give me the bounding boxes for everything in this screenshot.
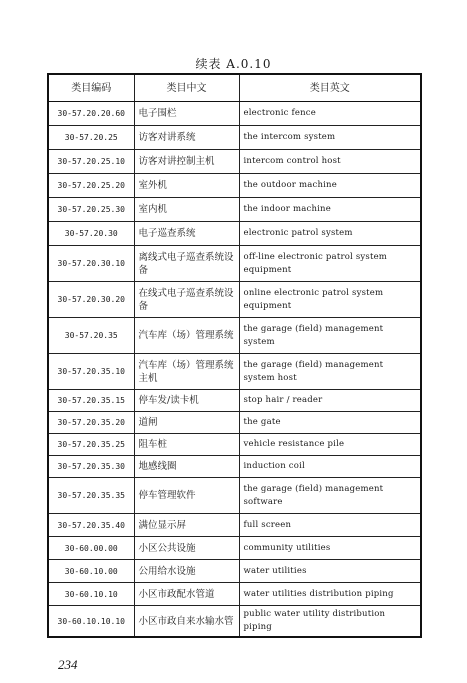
category-chinese: 访客对讲控制主机 xyxy=(134,150,239,174)
table-row xyxy=(48,318,421,354)
category-english: the garage (field) management system xyxy=(239,318,421,354)
category-code: 30-57.20.35.40 xyxy=(48,514,134,537)
category-chinese: 离线式电子巡查系统设备 xyxy=(134,246,239,282)
category-chinese: 小区市政自来水输水管 xyxy=(134,606,239,638)
table-row xyxy=(48,537,421,560)
category-chinese: 停车管理软件 xyxy=(134,478,239,514)
category-english: water utilities distribution piping xyxy=(239,583,421,606)
table-row xyxy=(48,282,421,318)
category-code: 30-57.20.35.35 xyxy=(48,478,134,514)
table-row xyxy=(48,456,421,478)
table-row xyxy=(48,102,421,126)
table-row xyxy=(48,583,421,606)
category-code: 30-57.20.30.10 xyxy=(48,246,134,282)
category-chinese: 在线式电子巡查系统设备 xyxy=(134,282,239,318)
category-chinese: 电子围栏 xyxy=(134,102,239,126)
category-english: off-line electronic patrol system equipment xyxy=(239,246,421,282)
table-row xyxy=(48,390,421,412)
category-code: 30-57.20.25 xyxy=(48,126,134,150)
category-code: 30-57.20.25.10 xyxy=(48,150,134,174)
category-code: 30-57.20.35.30 xyxy=(48,456,134,478)
category-code: 30-57.20.35 xyxy=(48,318,134,354)
category-code: 30-60.10.10 xyxy=(48,583,134,606)
category-chinese: 满位显示屏 xyxy=(134,514,239,537)
header-english: 类目英文 xyxy=(239,74,421,102)
category-english: full screen xyxy=(239,514,421,537)
table-row xyxy=(48,246,421,282)
category-code: 30-60.10.00 xyxy=(48,560,134,583)
category-english: the intercom system xyxy=(239,126,421,150)
table-row xyxy=(48,606,421,638)
table-header-row xyxy=(48,74,421,102)
category-chinese: 小区公共设施 xyxy=(134,537,239,560)
table-caption: 续表 A.0.10 xyxy=(195,57,272,71)
table-row xyxy=(48,174,421,198)
header-code: 类目编码 xyxy=(48,74,134,102)
category-chinese: 室内机 xyxy=(134,198,239,222)
category-code: 30-57.20.35.15 xyxy=(48,390,134,412)
classification-table xyxy=(47,73,422,638)
table-row xyxy=(48,560,421,583)
category-code: 30-57.20.25.30 xyxy=(48,198,134,222)
category-code: 30-57.20.20.60 xyxy=(48,102,134,126)
table-row xyxy=(48,150,421,174)
category-english: electronic fence xyxy=(239,102,421,126)
category-chinese: 阻车桩 xyxy=(134,434,239,456)
category-english: the garage (field) management software xyxy=(239,478,421,514)
category-english: the outdoor machine xyxy=(239,174,421,198)
category-english: the indoor machine xyxy=(239,198,421,222)
table-row xyxy=(48,478,421,514)
category-chinese: 停车发/读卡机 xyxy=(134,390,239,412)
category-english: public water utility distribution piping xyxy=(239,606,421,638)
table-row xyxy=(48,198,421,222)
page-number: 234 xyxy=(58,657,78,672)
category-english: stop hair / reader xyxy=(239,390,421,412)
category-code: 30-57.20.35.20 xyxy=(48,412,134,434)
category-chinese: 室外机 xyxy=(134,174,239,198)
category-chinese: 电子巡查系统 xyxy=(134,222,239,246)
category-code: 30-60.00.00 xyxy=(48,537,134,560)
category-chinese: 道闸 xyxy=(134,412,239,434)
category-english: community utilities xyxy=(239,537,421,560)
category-chinese: 小区市政配水管道 xyxy=(134,583,239,606)
category-english: the garage (field) management system host xyxy=(239,354,421,390)
category-code: 30-57.20.25.20 xyxy=(48,174,134,198)
header-chinese: 类目中文 xyxy=(134,74,239,102)
table-row xyxy=(48,412,421,434)
category-english: water utilities xyxy=(239,560,421,583)
category-code: 30-57.20.35.25 xyxy=(48,434,134,456)
category-english: the gate xyxy=(239,412,421,434)
category-chinese: 汽车库（场）管理系统主机 xyxy=(134,354,239,390)
category-chinese: 公用给水设施 xyxy=(134,560,239,583)
table-row xyxy=(48,514,421,537)
category-chinese: 汽车库（场）管理系统 xyxy=(134,318,239,354)
category-chinese: 访客对讲系统 xyxy=(134,126,239,150)
category-code: 30-57.20.35.10 xyxy=(48,354,134,390)
table-row xyxy=(48,126,421,150)
category-english: electronic patrol system xyxy=(239,222,421,246)
category-english: induction coil xyxy=(239,456,421,478)
category-chinese: 地感线圈 xyxy=(134,456,239,478)
category-code: 30-57.20.30.20 xyxy=(48,282,134,318)
category-english: online electronic patrol system equipment xyxy=(239,282,421,318)
table-row xyxy=(48,354,421,390)
category-english: vehicle resistance pile xyxy=(239,434,421,456)
category-english: intercom control host xyxy=(239,150,421,174)
table-row xyxy=(48,222,421,246)
category-code: 30-60.10.10.10 xyxy=(48,606,134,638)
category-code: 30-57.20.30 xyxy=(48,222,134,246)
table-row xyxy=(48,434,421,456)
